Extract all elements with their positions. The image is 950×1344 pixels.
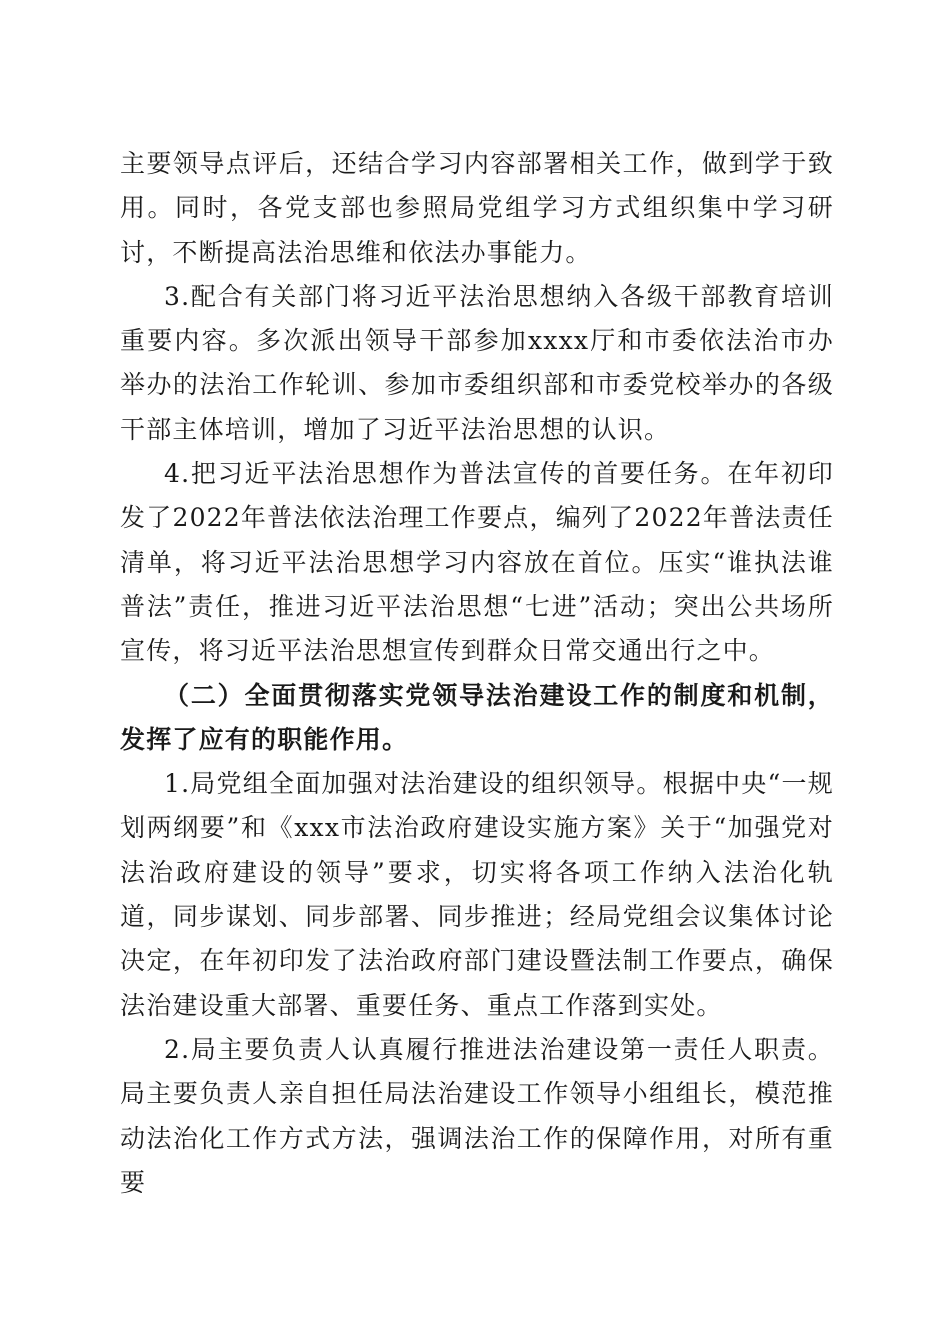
paragraph-item-2: 2.局主要负责人认真履行推进法治建设第一责任人职责。局主要负责人亲自担任局法治建设工作领导小组组长，模范推动法治化工作方式方法，强调法治工作的保障作用，对所有重要 <box>120 1034 834 1197</box>
paragraph-item-4: 4.把习近平法治思想作为普法宣传的首要任务。在年初印发了2022年普法依法治理工作要点，编列了2022年普法责任清单，将习近平法治思想学习内容放在首位。压实“谁执法谁普法”责任，推进习近平法治思想“七进”活动；突出公共场所宣传，将习近平法治思想宣传到群众日常交通出行之中。 <box>120 459 834 666</box>
paragraph-continuation: 主要领导点评后，还结合学习内容部署相关工作，做到学于致用。同时，各党支部也参照局党组学习方式组织集中学习研讨，不断提高法治思维和依法办事能力。 <box>120 149 834 267</box>
paragraph-item-3: 3.配合有关部门将习近平法治思想纳入各级干部教育培训重要内容。多次派出领导干部参加xxxx厅和市委依法治市办举办的法治工作轮训、参加市委组织部和市委党校举办的各级干部主体培训，增加了习近平法治思想的认识。 <box>120 281 834 444</box>
section-heading: （二）全面贯彻落实党领导法治建设工作的制度和机制，发挥了应有的职能作用。 <box>120 680 834 754</box>
paragraph-item-1: 1.局党组全面加强对法治建设的组织领导。根据中央“一规划两纲要”和《xxx市法治政府建设实施方案》关于“加强党对法治政府建设的领导”要求，切实将各项工作纳入法治化轨道，同步谋划、同步部署、同步推进；经局党组会议集体讨论决定，在年初印发了法治政府部门建设暨法制工作要点，确保法治建设重大部署、重要任务、重点工作落到实处。 <box>120 769 834 1020</box>
document-body <box>120 142 834 1205</box>
